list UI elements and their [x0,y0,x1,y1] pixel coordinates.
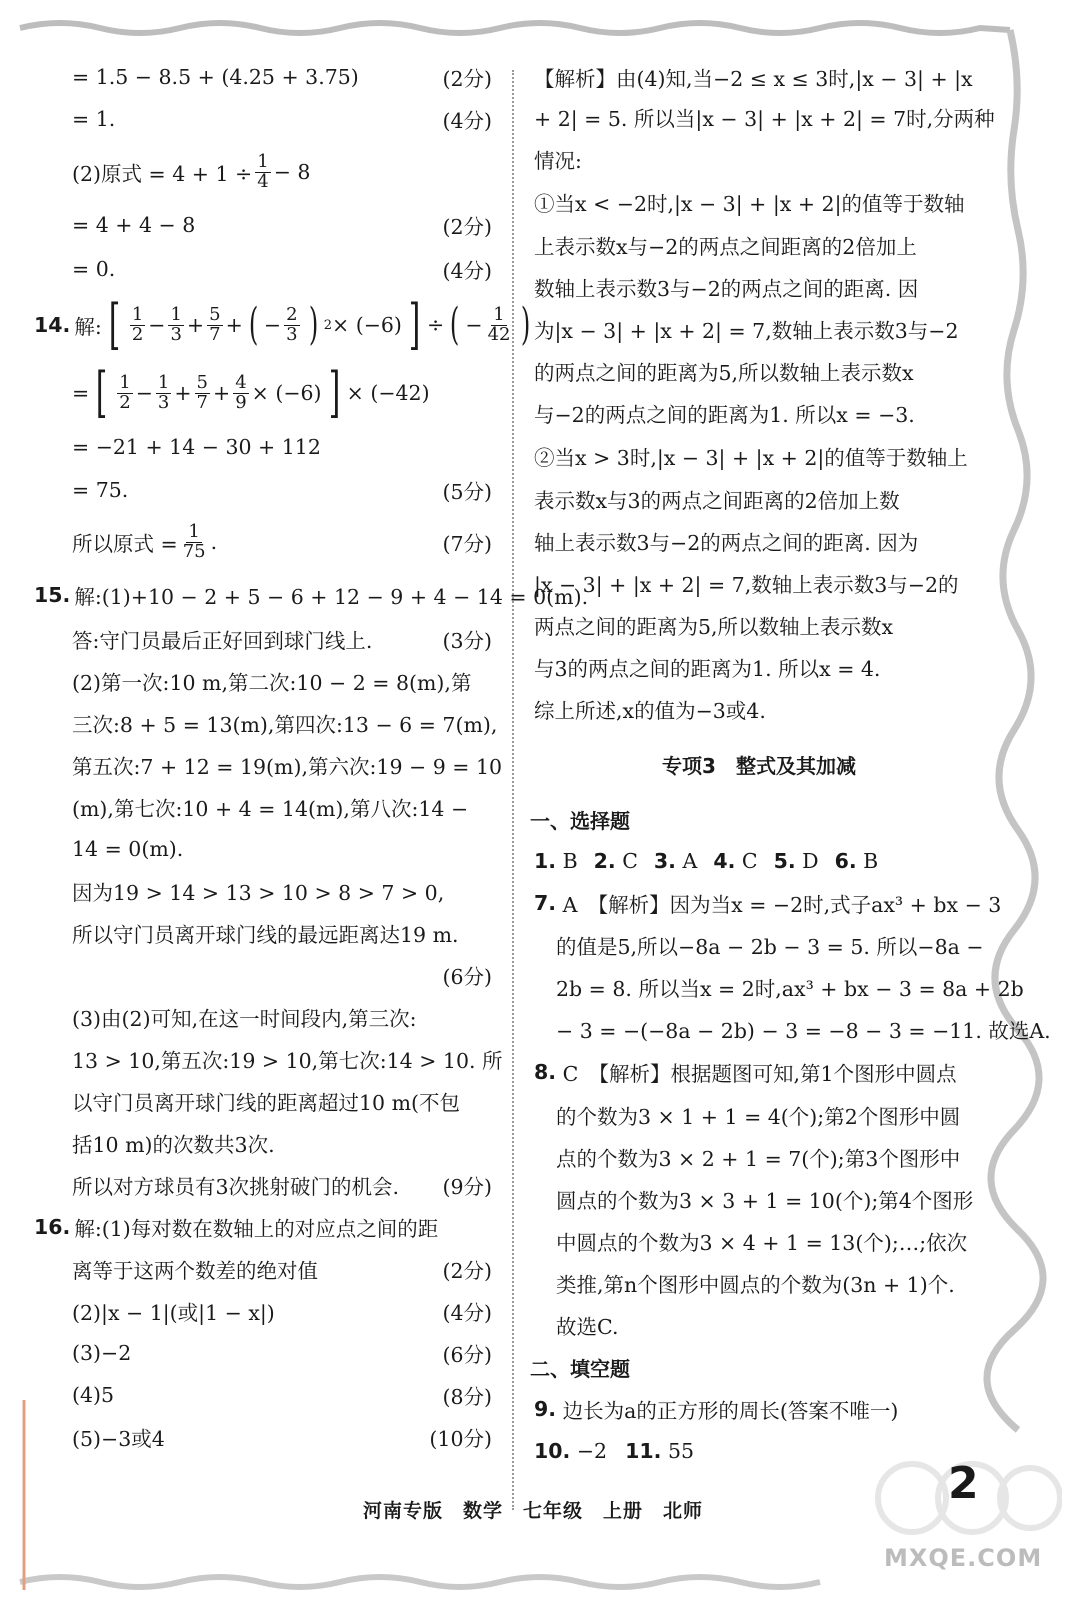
choice-number: 2. [593,849,616,873]
line: = 4 + 4 − 8 (2分) [72,213,492,239]
page-number: 2 [948,1458,979,1509]
line: = 0. (4分) [72,257,492,283]
line: (5)−3或4 (10分) [72,1427,492,1451]
line: (2)原式 = 4 + 1 ÷ $\frac{1}{4}$ − 8 [72,150,311,192]
choice-letter: D [795,849,819,873]
question-15: 15. 解:(1)+10 − 2 + 5 − 6 + 12 − 9 + 4 − 14 = 0(m). [34,583,589,609]
line: 以守门员离开球门线的距离超过10 m(不包 [72,1091,461,1115]
heading-choice: 一、选择题 [530,808,630,833]
line: (2)|x − 1|(或|1 − x|) (4分) [72,1301,492,1325]
line: ①当x < −2时,|x − 3| + |x + 2|的值等于数轴 [534,192,965,216]
line: 括10 m)的次数共3次. [72,1133,275,1157]
line: = 75. (5分) [72,478,492,504]
choice-answers [534,840,984,882]
choice-letter: B [856,849,879,873]
choice-number: 5. [773,849,796,873]
question-10-11: 10. −2 11. 55 [534,1439,695,1463]
line: 与−2的两点之间的距离为1. 所以x = −3. [534,403,915,427]
line: 情况: [534,149,582,173]
line: 圆点的个数为3 × 3 + 1 = 10(个);第4个图形 [556,1189,974,1213]
choice-answer [835,849,879,873]
line: 所以守门员离开球门线的最远距离达19 m. [72,923,459,947]
choice-letter: B [556,849,578,873]
line: (3)由(2)可知,在这一时间段内,第三次: [72,1007,417,1031]
line: 离等于这两个数差的绝对值 (2分) [72,1259,492,1283]
line: 两点之间的距离为5,所以数轴上表示数x [534,615,894,639]
choice-letter: A [675,849,698,873]
line: 的个数为3 × 1 + 1 = 4(个);第2个图形中圆 [556,1105,961,1129]
choice-answer [594,849,638,873]
line: 的值是5,所以−8a − 2b − 3 = 5. 所以−8a − [556,935,984,959]
line: 中圆点的个数为3 × 4 + 1 = 13(个);…;依次 [556,1231,968,1255]
line: 2b = 8. 所以当x = 2时,ax³ + bx − 3 = 8a + 2b [556,977,1024,1001]
choice-letter: C [735,849,758,873]
line: 14 = 0(m). [72,837,184,861]
right-column [530,58,1051,1472]
choice-number: 1. [534,849,557,873]
line: 上表示数x与−2的两点之间距离的2倍加上 [534,235,917,259]
line: (m),第七次:10 + 4 = 14(m),第八次:14 − [72,797,469,821]
section-title: 专项3 整式及其加减 [662,753,856,778]
line: 三次:8 + 5 = 13(m),第四次:13 − 6 = 7(m), [72,713,498,737]
line: (3)−2 (6分) [72,1341,492,1367]
line: 所以原式 = $\frac{1}{75}$ . (7分) [72,520,492,562]
question-9: 9. 边长为a的正方形的周长(答案不唯一) [534,1397,899,1423]
line: 轴上表示数3与−2的两点之间的距离. 因为 [534,531,919,555]
line: 的两点之间的距离为5,所以数轴上表示数x [534,361,914,385]
line: 点的个数为3 × 2 + 1 = 7(个);第3个图形中 [556,1147,961,1171]
watermark-text: MXQE.COM [884,1544,1043,1572]
line: 所以对方球员有3次挑射破门的机会. (9分) [72,1175,492,1199]
line: = [ $\frac{1}{2}$ − $\frac{1}{3}$ + $\frac{5}{7}$ + $\frac{4}{9}$ × (−6) ] × (−42) [72,361,430,424]
line: |x − 3| + |x + 2| = 7,数轴上表示数3与−2的 [534,573,959,597]
line: (4)5 (8分) [72,1383,492,1409]
line: 表示数x与3的两点之间距离的2倍加上数 [534,489,900,513]
line: 故选C. [556,1315,619,1339]
line: (2)第一次:10 m,第二次:10 − 2 = 8(m),第 [72,671,472,695]
line: 13 > 10,第五次:19 > 10,第七次:14 > 10. 所 [72,1049,503,1073]
line: (6分) [442,965,492,989]
line: ②当x > 3时,|x − 3| + |x + 2|的值等于数轴上 [534,446,968,470]
line: = 1.5 − 8.5 + (4.25 + 3.75) (2分) [72,65,492,91]
line: 与3的两点之间的距离为1. 所以x = 4. [534,657,881,681]
heading-fill: 二、填空题 [530,1356,630,1381]
choice-answer [654,849,697,873]
choice-number: 6. [834,849,857,873]
page-footer: 河南专版 数学 七年级 上册 北师 [362,1500,703,1522]
choice-answer [534,849,578,873]
line: = 1. (4分) [72,107,492,133]
line: 类推,第n个图形中圆点的个数为(3n + 1)个. [556,1273,955,1297]
line: 因为19 > 14 > 13 > 10 > 8 > 7 > 0, [72,881,445,905]
line: 数轴上表示数3与−2的两点之间的距离. 因 [534,277,919,301]
line: = −21 + 14 − 30 + 112 [72,435,321,459]
choice-answer [713,849,757,873]
line: 第五次:7 + 12 = 19(m),第六次:19 − 9 = 10 [72,755,503,779]
column-divider [512,70,514,1510]
choice-answer [774,849,819,873]
line: 为|x − 3| + |x + 2| = 7,数轴上表示数3与−2 [534,319,959,343]
line: 答:守门员最后正好回到球门线上. (3分) [72,629,492,653]
line: − 3 = −(−8a − 2b) − 3 = −8 − 3 = −11. 故选A. [556,1019,1051,1043]
line: + 2| = 5. 所以当|x − 3| + |x + 2| = 7时,分两种 [534,107,995,131]
choice-number: 3. [653,849,676,873]
choice-letter: C [615,849,638,873]
question-7: 7. A 【解析】因为当x = −2时,式子ax³ + bx − 3 [534,891,1002,917]
question-8: 8. C 【解析】根据题图可知,第1个图形中圆点 [534,1060,957,1086]
question-16: 16. 解:(1)每对数在数轴上的对应点之间的距 [34,1215,439,1241]
fraction: $\frac{1}{4}$ [257,150,269,192]
question-14: 14. 解: [ $\frac{1}{2}$ − $\frac{1}{3}$ + $\frac{5}{7}$ + ( − $\frac{2}{3}$ ) 2 × (−6) ] ÷ ( − $\frac{1}{42}$ ) [34,293,531,356]
line: 【解析】由(4)知,当−2 ≤ x ≤ 3时,|x − 3| + |x [534,67,973,91]
line: 综上所述,x的值为−3或4. [534,699,766,723]
choice-number: 4. [713,849,736,873]
